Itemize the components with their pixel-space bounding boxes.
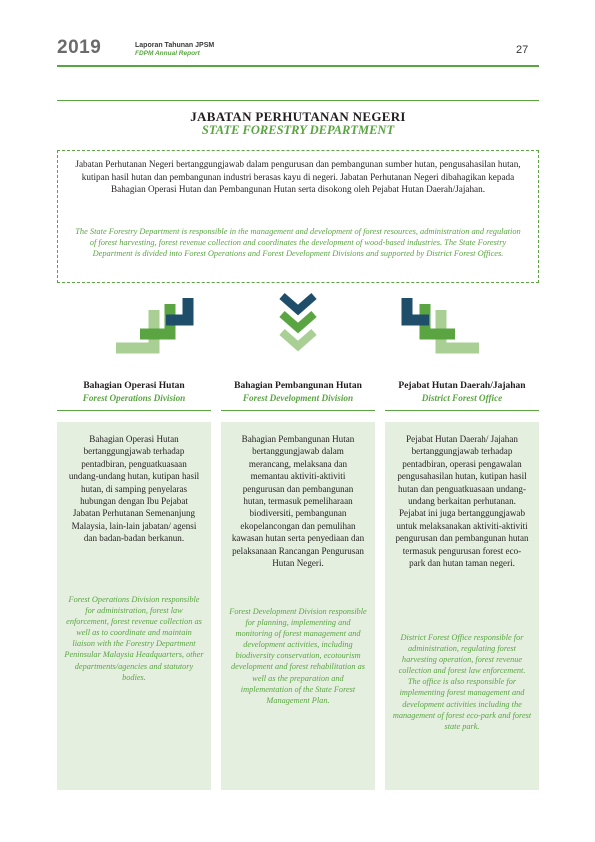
division-title-district: Pejabat Hutan Daerah/Jajahan: [398, 381, 526, 391]
division-title-en-district: District Forest Office: [421, 393, 503, 403]
page-number: 27: [516, 44, 529, 56]
division-text-en-district: District Forest Office responsible for administration, regulating forest harvesting operation, forest revenue collection and forest law enforcement. The office is also responsible for implementing forest management and development activities including the management of forest eco-park and forest state park.: [392, 633, 532, 731]
division-text-en-development: Forest Development Division responsible for planning, implementing and monitoring of forest management and development activities, including biodiversity conservation, ecotourism development and forest rehabilitation as well as the preparation and implementation of the State Forest Management Plan.: [229, 607, 367, 705]
intro-text-en: The State Forestry Department is responsible in the management and development of forest resources, administration and regulation of forest harvesting, forest revenue collection and coordinates the development of wood-based industries. The State Forestry Department is divided into Forest Operations and Forest Development Divisions and supported by District Forest Offices.: [75, 227, 521, 259]
arrow-down-icon: [278, 292, 318, 364]
division-text-ms-operations: Bahagian Operasi Hutan bertanggungjawab terhadap pentadbiran, penguatkuasaan undang-undang hutan, kutipan hasil hutan, di samping penyelaras hubungan dengan Ibu Pejabat Jabatan Perhutanan Semenanjung Malaysia, lain-lain jabatan/ agensi dan badan-badan berkanun.: [68, 434, 200, 544]
division-text-en-operations: Forest Operations Division responsible for administration, forest law enforcement, forest revenue collection as well as to coordinate and maintain liaison with the Forestry Department Peninsular Malaysia Headquarters, other departments/agencies and statutory bodies.: [64, 595, 204, 682]
division-rule: [57, 410, 211, 411]
arrow-down-right-icon: [395, 292, 485, 360]
division-rule: [385, 410, 539, 411]
division-title-en-development: Forest Development Division: [242, 393, 354, 403]
report-year: 2019: [57, 37, 102, 58]
division-title-en-operations: Forest Operations Division: [82, 393, 186, 403]
report-subtitle: FDPM Annual Report: [135, 50, 200, 57]
section-title: JABATAN PERHUTANAN NEGERI: [190, 109, 406, 124]
intro-text-ms: Jabatan Perhutanan Negeri bertanggungjawab dalam pengurusan dan pembangunan sumber hutan, pengusahasilan hutan, kutipan hasil hutan dan pembangunan industri berasas kayu di negeri. Jabatan Perhutanan Negeri dibahagikan kepada Bahagian Operasi Hutan dan Pembangunan Hutan serta disokong oleh Pejabat Hutan Daerah/Jajahan.: [75, 159, 521, 194]
division-text-ms-development: Bahagian Pembangunan Hutan bertanggungjawab dalam merancang, melaksana dan memantau aktiviti-aktiviti pengurusan dan pembangunan hutan, termasuk pemeliharaan biodiversiti, pembangunan ekopelancongan dan pemulihan kawasan hutan serta penyediaan dan pelaksanaan Rancangan Pengurusan Hutan Negeri.: [231, 434, 365, 569]
report-title: Laporan Tahunan JPSM: [135, 42, 215, 49]
section-title-en: STATE FORESTRY DEPARTMENT: [201, 123, 395, 137]
division-text-ms-district: Pejabat Hutan Daerah/ Jajahan bertanggungjawab terhadap pentadbiran, operasi pengawalan pengusahasilan hutan, kutipan hasil hutan dan penguatkuasaan undang-undang berkaitan perhutanan. Pejabat ini juga bertanggungjawab untuk melaksanakan aktiviti-aktiviti pengurusan dan pembangunan hutan termasuk pengurusan forest eco-park dan hutan taman negeri.: [395, 434, 529, 569]
division-title-development: Bahagian Pembangunan Hutan: [234, 381, 362, 391]
division-rule: [221, 410, 375, 411]
division-title-operations: Bahagian Operasi Hutan: [83, 381, 185, 391]
arrow-down-left-icon: [110, 292, 200, 360]
section-top-rule: [57, 100, 539, 101]
header-divider: [57, 65, 539, 67]
